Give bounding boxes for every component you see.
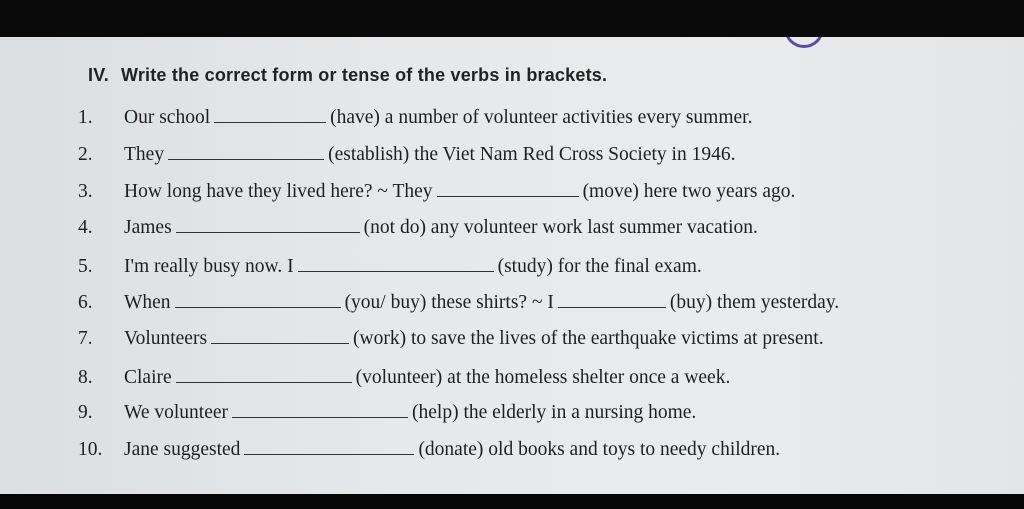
answer-blank[interactable] <box>298 257 494 272</box>
question-text-after: (move) here two years ago. <box>582 181 796 202</box>
question-text-after: (work) to save the lives of the earthquake victims at present. <box>353 328 824 349</box>
answer-blank[interactable] <box>211 329 349 344</box>
question-number: 4. <box>78 217 93 238</box>
worksheet-page <box>0 37 1024 494</box>
answer-blank[interactable] <box>244 440 414 455</box>
question-1 <box>78 107 752 129</box>
question-number: 2. <box>78 144 93 165</box>
question-text-after: (have) a number of volunteer activities every summer. <box>330 107 753 128</box>
question-number: 10. <box>78 439 103 460</box>
answer-blank[interactable] <box>214 108 326 123</box>
question-text-after: (donate) old books and toys to needy children. <box>418 439 781 460</box>
answer-blank[interactable] <box>168 145 324 160</box>
exercise-number: IV. <box>88 65 109 85</box>
answer-blank[interactable] <box>175 293 341 308</box>
exercise-heading <box>88 65 607 86</box>
question-text-after: (study) for the final exam. <box>497 256 702 277</box>
bottom-dark-border <box>0 494 1024 509</box>
question-text-after: (establish) the Viet Nam Red Cross Society in 1946. <box>328 144 736 165</box>
question-7 <box>78 328 824 350</box>
question-text-before: Jane suggested <box>124 439 241 460</box>
question-number: 6. <box>78 292 93 313</box>
question-4 <box>78 217 758 239</box>
question-2 <box>78 144 735 166</box>
question-text-before: How long have they lived here? ~ They <box>124 181 433 202</box>
question-text-middle: (you/ buy) these shirts? ~ I <box>344 292 554 313</box>
question-text-before: They <box>124 144 165 165</box>
answer-blank[interactable] <box>176 218 360 233</box>
question-3 <box>78 181 795 203</box>
question-8 <box>78 367 730 389</box>
answer-blank[interactable] <box>232 403 408 418</box>
question-number: 8. <box>78 367 93 388</box>
pen-mark <box>784 37 824 48</box>
question-number: 3. <box>78 181 93 202</box>
question-text-after: (volunteer) at the homeless shelter once a week. <box>355 367 731 388</box>
question-text-after: (not do) any volunteer work last summer vacation. <box>363 217 758 238</box>
answer-blank[interactable] <box>176 368 352 383</box>
question-text-before: We volunteer <box>124 402 229 423</box>
question-9 <box>78 402 696 424</box>
question-number: 5. <box>78 256 93 277</box>
question-text-before: When <box>124 292 171 313</box>
top-dark-border <box>0 0 1024 37</box>
question-number: 9. <box>78 402 93 423</box>
question-text-after: (help) the elderly in a nursing home. <box>412 402 697 423</box>
answer-blank[interactable] <box>437 182 579 197</box>
question-number: 1. <box>78 107 93 128</box>
question-6 <box>78 292 839 314</box>
question-text-before: Claire <box>124 367 172 388</box>
question-text-before: Volunteers <box>124 328 208 349</box>
question-text-before: James <box>124 217 172 238</box>
question-text-after: (buy) them yesterday. <box>669 292 840 313</box>
question-text-before: I'm really busy now. I <box>124 256 294 277</box>
question-10 <box>78 439 780 461</box>
exercise-instruction: Write the correct form or tense of the verbs in brackets. <box>120 65 608 85</box>
answer-blank-2[interactable] <box>558 293 666 308</box>
question-text-before: Our school <box>124 107 211 128</box>
question-5 <box>78 256 702 278</box>
question-number: 7. <box>78 328 93 349</box>
